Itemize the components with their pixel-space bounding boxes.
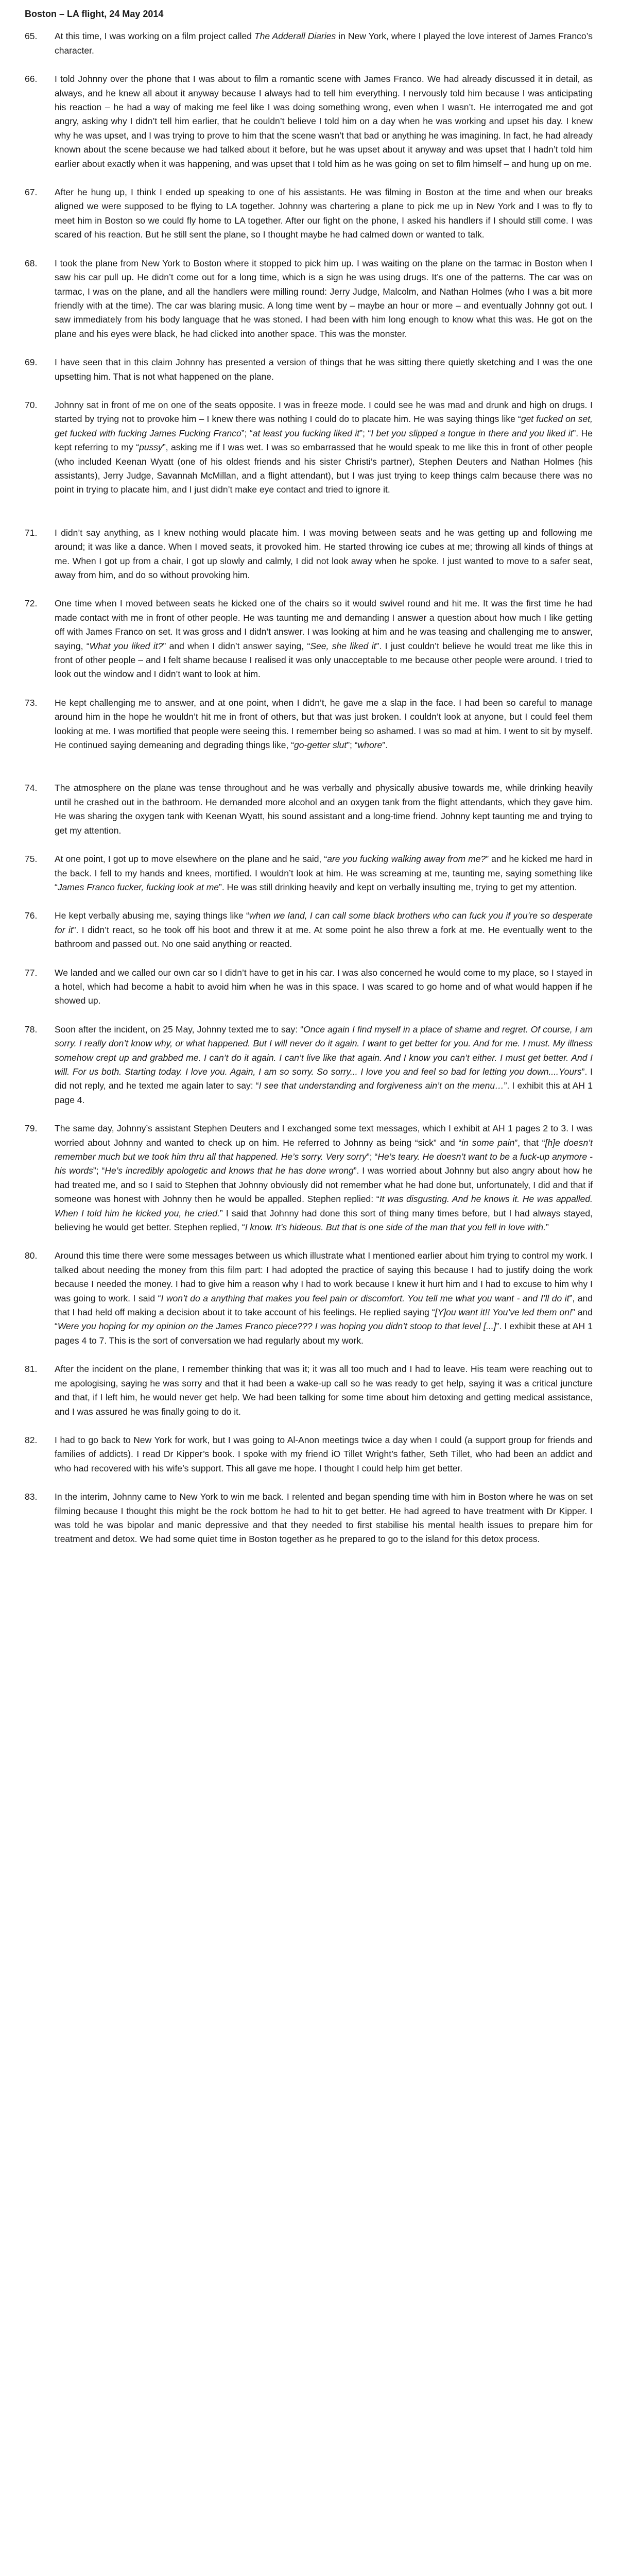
- text-run: I took the plane from New York to Boston where it stopped to pick him up. I was waiting on the plane on the tarmac in Boston when I saw his car pull up. He didn’t come out for a long time, which is a sign he was using drugs. It’s one of the patterns. The car was on tarmac, I was on the plane, and all the handlers were milling round: Jerry Judge, Malcolm, and Nathan Holmes (who I was a bit more friendly with at the time). The car was blaring music. A long time went by – maybe an hour or more – and eventually Johnny got out. I saw immediately from his body language that he was stoned. I had been with him long enough to know what this was. He got on the plane and his eyes were black, he had clicked into another space. This was the monster.: [55, 258, 593, 339]
- text-run: Around this time there were some messages between us which illustrate what I mentioned earlier about him trying to control my work. I talked about needing the money from this film part: I had adopted the practice of saying this because I had to justify doing the work because I needed the money. I had to give him a reason why I had to work because I knew it hurt him and I had to excuse to him why I was going to work. I said “: [55, 1250, 593, 1303]
- text-run: ” I said that Johnny had done this sort of thing many times before, but I had always stayed, believing he would get better. Stephen replied, “: [55, 1208, 593, 1233]
- text-run: ” and when I didn’t answer saying, “: [163, 640, 310, 651]
- paragraph-number: 72.: [25, 598, 38, 609]
- numbered-paragraph: [25, 526, 593, 583]
- numbered-paragraph: [25, 257, 593, 341]
- quoted-text: See, she liked it: [310, 640, 376, 651]
- text-run: The atmosphere on the plane was tense throughout and he was verbally and physically abusive towards me, while drinking heavily until he crashed out in the bathroom. He demanded more alcohol and an oxygen tank from the flight attendants, which they gave him. He was sharing the oxygen tank with Keenan Wyatt, his sound assistant and a long-time friend. Johnny kept taunting me and trying to get my attention.: [55, 783, 593, 836]
- quoted-text: [h]e doesn’t remember much but we took him thru all that happened. He’s sorry. Very sorry: [55, 1137, 593, 1162]
- text-run: ”. I exhibit these at AH 1 pages 4 to 7. This is the sort of conversation we had regularly about my work.: [55, 1321, 593, 1346]
- numbered-paragraph: [25, 1490, 593, 1547]
- text-run: ”. I was worried about Johnny but also angry about how he had treated me, and so I said to Stephen that Johnny obviously did not remember what he had done but, unfortunately, I did and that if someone was honest with Johnny then he would be appalled. Stephen replied: “: [55, 1165, 593, 1205]
- text-run: I didn’t say anything, as I knew nothing would placate him. I was moving between seats and he was getting up and following me around; it was like a dance. When I moved seats, it provoked him. He started throwing ice cubes at me; throwing all kinds of things at me. When I got up from a chair, I got up slowly and calmly, I did not look away when he spoke. I just wanted to move to a safer seat, away from him, and do so without provoking him.: [55, 527, 593, 580]
- numbered-paragraph: [25, 29, 593, 58]
- quoted-text: whore: [357, 740, 383, 751]
- paragraph-text: [55, 185, 593, 242]
- paragraph-number: 69.: [25, 357, 38, 368]
- text-run: We landed and we called our own car so I didn’t have to get in his car. I was also concerned he would come to my place, so I stayed in a hotel, which had become a habit to avoid him when he was in this space. I was scared to go home and of what would happen if he showed up.: [55, 967, 593, 1006]
- paragraph-number: 71.: [25, 527, 38, 538]
- paragraph-text: [55, 526, 593, 583]
- quoted-text: pussy: [139, 442, 163, 453]
- quoted-text: I bet you slipped a tongue in there and you liked it: [371, 428, 573, 438]
- numbered-paragraph: [25, 1023, 593, 1107]
- text-run: ” and he kicked me hard in the back. I fell to my hands and knees, mortified. I wouldn’t look at him. He was screaming at me, taunting me, saying something like “: [55, 854, 593, 892]
- quoted-text: Were you hoping for my opinion on the James Franco piece??? I was hoping you didn’t stoop to that level [...]: [57, 1321, 496, 1332]
- text-run: ”. He was still drinking heavily and kept on verbally insulting me, trying to get my attention.: [219, 882, 577, 892]
- quoted-text: I see that understanding and forgiveness ain’t on the menu…: [258, 1080, 504, 1091]
- paragraph-text: [55, 398, 593, 497]
- quoted-text: [Y]ou want it!! You’ve led them on!: [435, 1307, 572, 1318]
- quoted-text: in some pain: [461, 1137, 515, 1148]
- text-run: At one point, I got up to move elsewhere on the plane and he said, “: [55, 854, 327, 865]
- text-run: ”. I just couldn’t believe he would treat me like this in front of other people – and I felt shame because I realised it was only unacceptable to me because other people were around. I tried to look out the window and I didn’t want to look at him.: [55, 640, 593, 680]
- paragraph-number: 81.: [25, 1364, 38, 1375]
- paragraph-text: [55, 1433, 593, 1476]
- text-run: He kept challenging me to answer, and at one point, when I didn’t, he gave me a slap in the face. I had been so careful to manage around him in the hope he wouldn’t hit me in front of others, but that was just broken. I couldn’t look at anyone, but I could feel them looking at me. I was mortified that people were seeing this. I remember being so ashamed. I was so mad at him. I went to sit by myself. He continued saying demeaning and degrading things like, “: [55, 697, 593, 751]
- section-heading: Boston – LA flight, 24 May 2014: [25, 9, 164, 19]
- quoted-text: He’s incredibly apologetic and knows that he has done wrong: [105, 1165, 354, 1176]
- text-run: ”. I exhibit this at AH 1 page 4.: [55, 1080, 593, 1105]
- text-run: ”; “: [93, 1165, 105, 1176]
- numbered-paragraph: [25, 696, 593, 753]
- text-run: After the incident on the plane, I remember thinking that was it; it was all too much and I had to leave. His team were reaching out to me apologising, saying he was sorry and that it had been a wake-up call so he was ready to get help, saying it was a critical juncture and that, if I left him, he would never get help. We had been talking for some time about him detoxing and getting medical assistance, and I was assured he was finally going to do it.: [55, 1364, 593, 1417]
- numbered-paragraph: [25, 909, 593, 951]
- text-run: ”. He kept referring to my “: [55, 428, 593, 453]
- text-run: ”: [546, 1222, 549, 1233]
- paragraph-list: [25, 29, 593, 1546]
- text-run: One time when I moved between seats he kicked one of the chairs so it would swivel round and hit me. It was the first time he had made contact with me in front of other people. He was taunting me and demanding I answer a question about how much I like getting off with James Franco on set. It was gross and I didn’t answer. I was looking at him and he was teasing and challenging me to answer, saying, “: [55, 598, 593, 651]
- numbered-paragraph: [25, 72, 593, 171]
- numbered-paragraph: [25, 852, 593, 894]
- paragraph-text: [55, 966, 593, 1008]
- paragraph-number: 78.: [25, 1024, 38, 1035]
- paragraph-text: [55, 355, 593, 384]
- paragraph-text: [55, 696, 593, 753]
- text-run: The same day, Johnny’s assistant Stephen Deuters and I exchanged some text messages, which I exhibit at AH 1 pages 2 to 3. I was worried about Johnny and wanted to check up on him. He referred to Johnny as being “sick” and “: [55, 1123, 593, 1148]
- numbered-paragraph: [25, 355, 593, 384]
- paragraph-number: 80.: [25, 1250, 38, 1261]
- text-run: ”.: [382, 740, 388, 751]
- text-run: ”, and that I had held off making a decision about it to take account of his feelings. He replied saying “: [55, 1293, 593, 1318]
- numbered-paragraph: [25, 1249, 593, 1348]
- paragraph-number: 65.: [25, 31, 38, 42]
- paragraph-number: 83.: [25, 1492, 38, 1502]
- quoted-text: What you liked it?: [89, 640, 163, 651]
- text-run: I have seen that in this claim Johnny has presented a version of things that he was sitting there quietly sketching and I was the one upsetting him. That is not what happened on the plane.: [55, 357, 593, 382]
- quoted-text: are you fucking walking away from me?: [327, 854, 486, 865]
- quoted-text: I won’t do a anything that makes you feel pain or discomfort. You tell me what you want - and I’ll do it: [161, 1293, 569, 1303]
- paragraph-number: 74.: [25, 783, 38, 793]
- quoted-text: go-getter slut: [294, 740, 347, 751]
- numbered-paragraph: [25, 966, 593, 1008]
- quoted-text: when we land, I can call some black brothers who can fuck you if you’re so desperate for it: [55, 910, 593, 935]
- numbered-paragraph: [25, 1362, 593, 1419]
- paragraph-text: [55, 29, 593, 58]
- quoted-text: It was disgusting. And he knows it. He was appalled. When I told him he kicked you, he cried.: [55, 1194, 593, 1218]
- quoted-text: James Franco fucker, fucking look at me: [57, 882, 219, 892]
- paragraph-number: 75.: [25, 854, 38, 865]
- quoted-text: I know. It’s hideous. But that is one side of the man that you fell in love with.: [245, 1222, 546, 1233]
- paragraph-number: 79.: [25, 1123, 38, 1134]
- text-run: ”. I didn’t react, so he took off his boot and threw it at me. At some point he also threw a fork at me. He eventually went to the bathroom and passed out. No one said anything or reacted.: [55, 924, 593, 950]
- text-run: I had to go back to New York for work, but I was going to Al-Anon meetings twice a day when I could (a support group for friends and families of addicts). I read Dr Kipper’s book. I spoke with my friend iO Tillet Wright’s father, Seth Tillet, who had been an addict and who had recovered with his wife’s support. This all gave me hope. I thought I could help him get better.: [55, 1434, 593, 1473]
- numbered-paragraph: [25, 781, 593, 838]
- text-run: I told Johnny over the phone that I was about to film a romantic scene with James Franco. We had already discussed it in detail, as always, and he knew all about it anyway because I always had to tell him everything. I nervously told him because I was anticipating his reaction – he had a way of making me feel like I was doing something wrong, even when I wasn’t. He interrogated me and got angry, asking why I didn’t tell him earlier, that he couldn’t believe I told him on a day when he was working and upset his day. I knew why he was upset, and I was trying to prove to him that the scene wasn’t that bad or anything he was imagining. In fact, he had already known about the scene because we had talked about it before, but he was upset about it anyway and was upset that I hadn’t told him earlier about exactly when it was happening, and was upset that I told him as he was going on set to film himself – and hung up on me.: [55, 74, 593, 169]
- paragraph-text: [55, 781, 593, 838]
- text-run: ”, that “: [514, 1137, 545, 1148]
- paragraph-text: [55, 909, 593, 951]
- text-run: ”; “: [359, 428, 371, 438]
- text-run: After he hung up, I think I ended up speaking to one of his assistants. He was filming in Boston at the time and when our breaks aligned we were supposed to be flying to LA together. Johnny was chartering a plane to pick me up in New York and I was to fly to meet him in Boston so we could fly home to LA together. After our fight on the phone, I asked his handlers if I should still come. I was scared of his reaction. But he still sent the plane, so I thought maybe he had calmed down or wanted to talk.: [55, 187, 593, 240]
- paragraph-text: [55, 1122, 593, 1234]
- paragraph-text: [55, 1490, 593, 1547]
- paragraph-text: [55, 72, 593, 171]
- paragraph-text: [55, 597, 593, 681]
- quoted-text: The Adderall Diaries: [254, 31, 336, 42]
- paragraph-number: 67.: [25, 187, 38, 198]
- quoted-text: get fucked on set, get fucked with fucking James Fucking Franco: [55, 414, 593, 438]
- numbered-paragraph: [25, 398, 593, 497]
- numbered-paragraph: [25, 597, 593, 681]
- text-run: in New York, where I played the love interest of James Franco’s character.: [55, 31, 593, 56]
- paragraph-text: [55, 1362, 593, 1419]
- text-run: Soon after the incident, on 25 May, Johnny texted me to say: “: [55, 1024, 304, 1035]
- paragraph-text: [55, 1023, 593, 1107]
- text-run: ”; “: [366, 1151, 378, 1162]
- numbered-paragraph: [25, 1433, 593, 1476]
- text-run: He kept verbally abusing me, saying things like “: [55, 910, 249, 921]
- text-run: ”. I did not reply, and he texted me again later to say: “: [55, 1066, 593, 1091]
- paragraph-number: 66.: [25, 74, 38, 84]
- paragraph-text: [55, 1249, 593, 1348]
- paragraph-number: 68.: [25, 258, 38, 268]
- paragraph-number: 73.: [25, 697, 38, 708]
- paragraph-number: 76.: [25, 910, 38, 921]
- quoted-text: Once again I find myself in a place of shame and regret. Of course, I am sorry. I really don’t know why, or what happened. But I will never do it again. I want to get better for you. And for me. I must. My illness somehow crept up and grabbed me. I can’t do it again. I can’t live like that again. And I know you can’t either. I must get better. And I will. For us both. Starting today. I love you. Again, I am so sorry. So sorry... I love you and feel so bad for letting you down....Yours: [55, 1024, 593, 1077]
- text-run: ” and “: [55, 1307, 593, 1332]
- quoted-text: He’s teary. He doesn’t want to be a fuck-up anymore - his words: [55, 1151, 593, 1176]
- paragraph-number: 70.: [25, 399, 38, 410]
- text-run: ”; “: [241, 428, 253, 438]
- paragraph-text: [55, 257, 593, 341]
- paragraph-number: 82.: [25, 1434, 38, 1445]
- text-run: At this time, I was working on a film project called: [55, 31, 254, 42]
- text-run: ”; “: [347, 740, 358, 751]
- numbered-paragraph: [25, 185, 593, 242]
- paragraph-text: [55, 852, 593, 894]
- numbered-paragraph: [25, 1122, 593, 1234]
- text-run: In the interim, Johnny came to New York to win me back. I relented and began spending time with him in Boston where he was on set filming because I thought this might be the rock bottom he had to hit to get better. He had agreed to have treatment with Dr Kipper. I was told he was bipolar and manic depressive and that they needed to first stabilise his mental health issues to prepare him for treatment and detox. We had some quiet time in Boston together as he prepared to go to the island for this detox process.: [55, 1492, 593, 1545]
- text-run: Johnny sat in front of me on one of the seats opposite. I was in freeze mode. I could see he was mad and drunk and high on drugs. I started by trying not to provoke him – I knew there was nothing I could do to placate him. He was saying things like “: [55, 399, 593, 425]
- paragraph-number: 77.: [25, 967, 38, 978]
- quoted-text: at least you fucking liked it: [252, 428, 360, 438]
- text-run: ”, asking me if I was wet. I was so embarrassed that he would speak to me like this in front of other people (who included Keenan Wyatt (one of his oldest friends and his sister Christi’s partner), Stephen Deuters and Nathan Holmes (his assistants), Jerry Judge, Savannah McMillan, and a flight attendant), but I was just trying to keep things calm because there was no point in trying to placate him, and I just didn’t make eye contact and tried to ignore it.: [55, 442, 593, 495]
